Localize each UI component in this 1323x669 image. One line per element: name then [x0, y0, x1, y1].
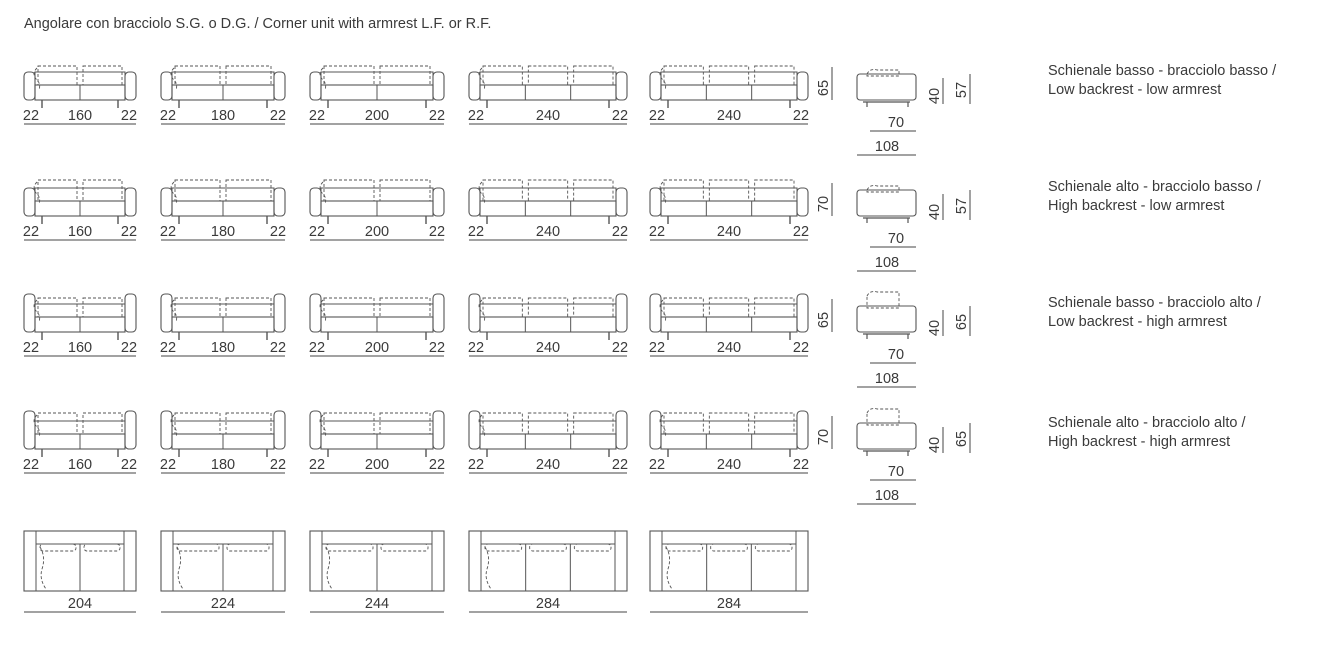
dimension-arm-height: 65: [954, 430, 970, 448]
dimension-left-arm: 22: [308, 108, 326, 124]
left-armrest: [650, 411, 661, 449]
right-armrest: [125, 72, 136, 100]
dimension-back-height: 70: [816, 428, 832, 446]
dimension-left-arm: 22: [159, 224, 177, 240]
right-armrest: [125, 411, 136, 449]
dimension-left-arm: 22: [648, 108, 666, 124]
dimension-right-arm: 22: [428, 224, 446, 240]
backrest: [172, 72, 274, 85]
dimension-seat-width: 240: [535, 457, 561, 473]
front-view: [309, 180, 445, 240]
back-cushion: [38, 298, 77, 317]
back-cushion: [528, 413, 567, 434]
dimension-left-arm: 22: [648, 457, 666, 473]
description-row-4: [1048, 414, 1245, 452]
back-cushion: [83, 413, 122, 434]
plan-back-cushion: [227, 544, 269, 551]
plan-corner-cushion: [326, 547, 332, 589]
back-cushion: [483, 413, 522, 434]
backrest: [661, 188, 797, 201]
plan-corner-cushion: [40, 547, 46, 589]
dimension-left-arm: 22: [22, 340, 40, 356]
back-cushion: [755, 298, 794, 317]
dimension-seat-width: 240: [535, 340, 561, 356]
front-view: [468, 411, 628, 473]
back-cushion: [226, 66, 271, 85]
dimension-seat-depth: 70: [887, 231, 905, 247]
dimension-seat-width: 240: [535, 224, 561, 240]
dimension-total-depth: 108: [874, 255, 900, 271]
plan-corner-cushion: [666, 547, 672, 589]
dimension-back-height: 70: [816, 195, 832, 213]
back-cushion: [380, 180, 430, 201]
backrest: [321, 421, 433, 434]
dimension-seat-width: 160: [67, 340, 93, 356]
dimension-back-height: 65: [816, 311, 832, 329]
dimension-seat-width: 200: [364, 108, 390, 124]
back-cushion: [574, 66, 613, 85]
backrest: [35, 72, 125, 85]
dimension-seat-width: 240: [716, 108, 742, 124]
dimension-seat-width: 160: [67, 457, 93, 473]
back-cushion: [664, 298, 703, 317]
backrest: [172, 421, 274, 434]
left-armrest: [310, 72, 321, 100]
back-cushion: [664, 413, 703, 434]
front-view: [649, 180, 809, 240]
dimension-left-arm: 22: [159, 457, 177, 473]
plan-back-cushion: [755, 544, 792, 551]
left-armrest: [24, 411, 35, 449]
side-body: [857, 306, 916, 332]
front-view: [23, 294, 137, 356]
dimension-right-arm: 22: [428, 340, 446, 356]
backrest: [321, 188, 433, 201]
back-cushion: [483, 298, 522, 317]
backrest: [35, 304, 125, 317]
front-view: [160, 66, 286, 124]
dimension-seat-height: 40: [927, 87, 943, 105]
left-armrest: [469, 188, 480, 216]
left-armrest: [161, 411, 172, 449]
dimension-right-arm: 22: [611, 108, 629, 124]
back-cushion: [175, 66, 220, 85]
plan-corner-cushion: [177, 547, 183, 589]
dimension-seat-width: 180: [210, 224, 236, 240]
plan-back-cushion: [666, 544, 703, 551]
plan-back-cushion: [574, 544, 611, 551]
row-1: [23, 66, 970, 155]
dimension-left-arm: 22: [22, 224, 40, 240]
back-cushion: [226, 413, 271, 434]
row-4: [23, 409, 970, 505]
dimension-arm-height: 57: [954, 197, 970, 215]
dimension-total-depth: 108: [874, 371, 900, 387]
dimension-total-depth: 108: [874, 488, 900, 504]
back-cushion: [528, 298, 567, 317]
back-cushion: [226, 180, 271, 201]
left-armrest: [650, 188, 661, 216]
side-body: [857, 190, 916, 216]
description-row-3-line-1: Schienale basso - bracciolo alto /: [1048, 295, 1261, 311]
dimension-left-arm: 22: [467, 457, 485, 473]
side-body: [857, 74, 916, 100]
left-armrest: [24, 294, 35, 332]
back-cushion: [324, 298, 374, 317]
front-view: [23, 66, 137, 124]
front-view: [468, 294, 628, 356]
back-cushion: [574, 180, 613, 201]
dimension-seat-width: 180: [210, 340, 236, 356]
dimension-seat-width: 180: [210, 457, 236, 473]
plan-back-cushion: [326, 544, 373, 551]
dimension-back-height: 65: [816, 79, 832, 97]
dimension-seat-width: 240: [716, 457, 742, 473]
plan-corner-cushion: [485, 547, 491, 589]
description-row-1-line-2: Low backrest - low armrest: [1048, 82, 1222, 98]
backrest: [661, 421, 797, 434]
left-armrest: [24, 72, 35, 100]
front-view: [649, 411, 809, 473]
seat: [480, 85, 616, 100]
dimension-seat-width: 160: [67, 224, 93, 240]
backrest: [661, 304, 797, 317]
back-cushion: [755, 66, 794, 85]
seat: [661, 85, 797, 100]
front-view: [160, 294, 286, 356]
description-row-3-line-2: Low backrest - high armrest: [1048, 314, 1227, 330]
left-armrest: [310, 294, 321, 332]
dimension-right-arm: 22: [120, 224, 138, 240]
side-view: [816, 183, 970, 271]
dimension-right-arm: 22: [269, 457, 287, 473]
dimension-right-arm: 22: [792, 340, 810, 356]
description-row-2: [1048, 178, 1261, 216]
seat: [480, 434, 616, 449]
back-cushion: [83, 66, 122, 85]
side-view: [816, 409, 970, 505]
plan-outline: [469, 531, 627, 591]
back-cushion: [380, 298, 430, 317]
description-row-4-line-1: Schienale alto - bracciolo alto /: [1048, 415, 1246, 431]
dimension-right-arm: 22: [269, 108, 287, 124]
back-cushion: [709, 298, 748, 317]
back-cushion: [755, 413, 794, 434]
backrest: [480, 188, 616, 201]
dimension-right-arm: 22: [120, 108, 138, 124]
front-view: [309, 411, 445, 473]
plan-back-cushion: [711, 544, 748, 551]
dimension-seat-depth: 70: [887, 347, 905, 363]
plan-back-cushion: [40, 544, 76, 551]
dimension-left-arm: 22: [308, 340, 326, 356]
backrest: [172, 304, 274, 317]
description-row-4-line-2: High backrest - high armrest: [1048, 434, 1231, 450]
dimension-plan-width: 284: [716, 596, 742, 612]
front-view: [309, 294, 445, 356]
back-cushion: [755, 180, 794, 201]
front-view: [160, 411, 286, 473]
dimension-right-arm: 22: [611, 457, 629, 473]
right-armrest: [433, 72, 444, 100]
backrest: [480, 72, 616, 85]
right-armrest: [797, 294, 808, 332]
back-cushion: [709, 413, 748, 434]
front-view: [160, 180, 286, 240]
dimension-right-arm: 22: [269, 224, 287, 240]
dimension-seat-width: 240: [535, 108, 561, 124]
dimension-right-arm: 22: [792, 108, 810, 124]
dimension-left-arm: 22: [467, 340, 485, 356]
left-armrest: [161, 72, 172, 100]
back-cushion: [380, 413, 430, 434]
plan-back-cushion: [84, 544, 120, 551]
dimension-seat-width: 200: [364, 457, 390, 473]
right-armrest: [616, 72, 627, 100]
side-back-cushion: [867, 186, 899, 193]
back-cushion: [175, 413, 220, 434]
front-view: [309, 66, 445, 124]
right-armrest: [274, 72, 285, 100]
left-armrest: [310, 188, 321, 216]
row-2: [23, 180, 970, 271]
row-3: [23, 292, 970, 388]
dimension-left-arm: 22: [308, 457, 326, 473]
back-cushion: [83, 180, 122, 201]
right-armrest: [125, 188, 136, 216]
right-armrest: [616, 188, 627, 216]
right-armrest: [616, 294, 627, 332]
back-cushion: [483, 180, 522, 201]
plan-view: [650, 531, 808, 612]
page-title: Angolare con bracciolo S.G. o D.G. / Corner unit with armrest L.F. or R.F.: [24, 16, 492, 32]
back-cushion: [324, 180, 374, 201]
plan-back-cushion: [530, 544, 567, 551]
back-cushion: [380, 66, 430, 85]
left-armrest: [650, 294, 661, 332]
dimension-left-arm: 22: [467, 108, 485, 124]
dimension-seat-depth: 70: [887, 115, 905, 131]
right-armrest: [433, 411, 444, 449]
plan-view: [310, 531, 444, 612]
dimension-plan-width: 284: [535, 596, 561, 612]
dimension-seat-height: 40: [927, 203, 943, 221]
plan-back-cushion: [177, 544, 219, 551]
back-cushion: [38, 66, 77, 85]
right-armrest: [274, 188, 285, 216]
dimension-total-depth: 108: [874, 139, 900, 155]
front-view: [23, 411, 137, 473]
dimension-left-arm: 22: [467, 224, 485, 240]
back-cushion: [709, 180, 748, 201]
right-armrest: [125, 294, 136, 332]
back-cushion: [175, 298, 220, 317]
back-cushion: [709, 66, 748, 85]
back-cushion: [528, 66, 567, 85]
front-view: [649, 294, 809, 356]
dimension-right-arm: 22: [120, 457, 138, 473]
side-back-cushion: [867, 70, 899, 77]
back-cushion: [664, 66, 703, 85]
back-cushion: [574, 413, 613, 434]
plan-view: [469, 531, 627, 612]
plan-back-cushion: [381, 544, 428, 551]
description-row-1-line-1: Schienale basso - bracciolo basso /: [1048, 63, 1277, 79]
left-armrest: [469, 72, 480, 100]
dimension-seat-width: 160: [67, 108, 93, 124]
dimension-left-arm: 22: [22, 457, 40, 473]
dimension-right-arm: 22: [120, 340, 138, 356]
seat: [661, 317, 797, 332]
right-armrest: [433, 294, 444, 332]
left-armrest: [310, 411, 321, 449]
dimension-plan-width: 224: [210, 596, 236, 612]
backrest: [35, 421, 125, 434]
left-armrest: [469, 411, 480, 449]
backrest: [35, 188, 125, 201]
left-armrest: [161, 294, 172, 332]
dimension-left-arm: 22: [159, 340, 177, 356]
description-row-2-line-2: High backrest - low armrest: [1048, 198, 1225, 214]
seat: [480, 317, 616, 332]
right-armrest: [274, 411, 285, 449]
dimension-left-arm: 22: [648, 340, 666, 356]
dimension-left-arm: 22: [159, 108, 177, 124]
dimension-right-arm: 22: [611, 340, 629, 356]
dimension-right-arm: 22: [428, 457, 446, 473]
dimension-seat-width: 240: [716, 224, 742, 240]
dimension-seat-width: 240: [716, 340, 742, 356]
left-armrest: [469, 294, 480, 332]
dimension-right-arm: 22: [792, 224, 810, 240]
seat: [661, 434, 797, 449]
dimension-seat-width: 200: [364, 224, 390, 240]
dimension-seat-width: 200: [364, 340, 390, 356]
dimension-plan-width: 244: [364, 596, 390, 612]
back-cushion: [324, 413, 374, 434]
back-cushion: [38, 180, 77, 201]
side-body: [857, 423, 916, 449]
seat: [480, 201, 616, 216]
backrest: [172, 188, 274, 201]
backrest: [480, 421, 616, 434]
back-cushion: [324, 66, 374, 85]
dimension-right-arm: 22: [269, 340, 287, 356]
dimension-seat-width: 180: [210, 108, 236, 124]
description-row-1: [1048, 62, 1276, 100]
dimension-arm-height: 65: [954, 313, 970, 331]
back-cushion: [83, 298, 122, 317]
side-view: [816, 292, 970, 388]
back-cushion: [38, 413, 77, 434]
dimension-plan-width: 204: [67, 596, 93, 612]
backrest: [480, 304, 616, 317]
dimension-left-arm: 22: [308, 224, 326, 240]
front-view: [649, 66, 809, 124]
left-armrest: [650, 72, 661, 100]
left-armrest: [24, 188, 35, 216]
plan-view: [161, 531, 285, 612]
dimension-right-arm: 22: [611, 224, 629, 240]
right-armrest: [274, 294, 285, 332]
back-cushion: [226, 298, 271, 317]
description-row-3: [1048, 294, 1261, 332]
backrest: [321, 72, 433, 85]
backrest: [321, 304, 433, 317]
back-cushion: [574, 298, 613, 317]
back-cushion: [483, 66, 522, 85]
front-view: [468, 180, 628, 240]
plan-view: [24, 531, 136, 612]
front-view: [23, 180, 137, 240]
dimension-left-arm: 22: [648, 224, 666, 240]
dimension-right-arm: 22: [792, 457, 810, 473]
back-cushion: [528, 180, 567, 201]
backrest: [661, 72, 797, 85]
front-view: [468, 66, 628, 124]
right-armrest: [433, 188, 444, 216]
dimension-seat-height: 40: [927, 436, 943, 454]
dimension-right-arm: 22: [428, 108, 446, 124]
right-armrest: [616, 411, 627, 449]
dimension-left-arm: 22: [22, 108, 40, 124]
plan-back-cushion: [485, 544, 522, 551]
plan-outline: [650, 531, 808, 591]
description-row-2-line-1: Schienale alto - bracciolo basso /: [1048, 179, 1261, 195]
left-armrest: [161, 188, 172, 216]
right-armrest: [797, 411, 808, 449]
right-armrest: [797, 188, 808, 216]
seat: [661, 201, 797, 216]
dimension-seat-height: 40: [927, 319, 943, 337]
back-cushion: [664, 180, 703, 201]
dimension-seat-depth: 70: [887, 464, 905, 480]
side-view: [816, 67, 970, 155]
right-armrest: [797, 72, 808, 100]
back-cushion: [175, 180, 220, 201]
dimension-arm-height: 57: [954, 81, 970, 99]
